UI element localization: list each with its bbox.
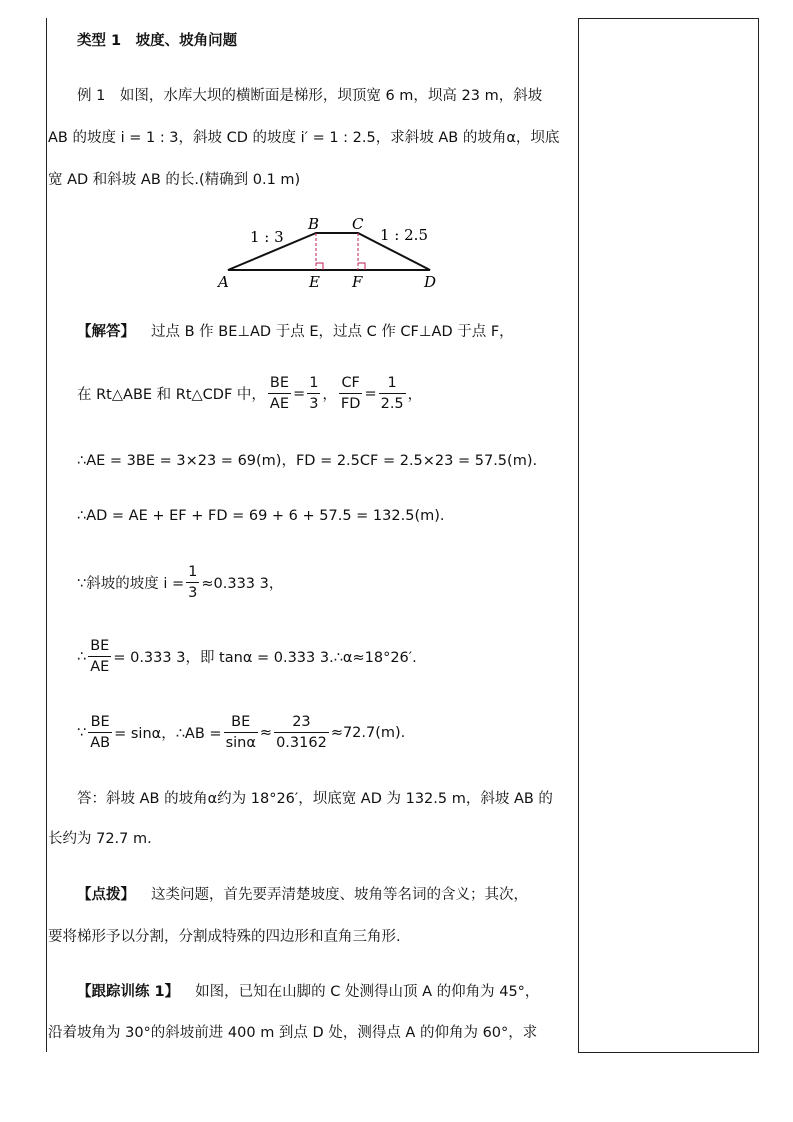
fraction-be-sin: $\frac{BE}{\sin\alpha}$ xyxy=(225,714,256,751)
solution-line-6 xyxy=(77,636,417,677)
tip-text-1: 这类问题，首先要弄清楚坡度、坡角等名词的含义；其次， xyxy=(151,887,528,903)
fraction-cf-fd: $\frac{CF}{FD}$ xyxy=(340,375,361,412)
fraction-be-ae-b: $\frac{BE}{AE}$ xyxy=(90,638,110,675)
because-symbol: ∵ xyxy=(77,724,87,741)
label-c: C xyxy=(352,215,364,233)
solution-7-suffix: ≈72.7(m). xyxy=(330,724,406,741)
solution-line-7 xyxy=(77,712,405,753)
solution-2-prefix: 在 Rt△ABE 和 Rt△CDF 中， xyxy=(77,387,266,403)
label-e: E xyxy=(309,273,320,291)
solution-line-3: ∴AE = 3BE = 3×23 = 69(m)，FD = 2.5CF = 2.5×23 = 57.5(m). xyxy=(77,453,538,469)
solution-5-suffix: ≈0.333 3， xyxy=(201,576,284,592)
solution-text-1: 过点 B 作 BE⊥AD 于点 E，过点 C 作 CF⊥AD 于点 F， xyxy=(151,324,514,340)
equals: = xyxy=(364,385,377,402)
fraction-be-ab: $\frac{BE}{AB}$ xyxy=(90,714,111,751)
solution-5-prefix: ∵斜坡的坡度 i = xyxy=(77,576,185,592)
approx-symbol: ≈ xyxy=(259,724,273,741)
practice-text-1: 如图，已知在山脚的 C 处测得山顶 A 的仰角为 45°， xyxy=(195,984,540,1000)
tip-line-2: 要将梯形予以分割，分割成特殊的四边形和直角三角形. xyxy=(48,929,401,945)
right-angle-e xyxy=(316,263,323,270)
table-border-top xyxy=(578,18,759,19)
trapezoid-dam-figure xyxy=(210,210,450,295)
fraction-be-ae: $\frac{BE}{AE}$ xyxy=(269,375,290,412)
example-line-3: 宽 AD 和斜坡 AB 的长.(精确到 0.1 m) xyxy=(48,172,301,188)
fraction-23-sin-value: $\frac{23}{0.3162}$ xyxy=(276,714,327,751)
practice-tag: 【跟踪训练 1】 xyxy=(77,984,180,1000)
answer-line-2: 长约为 72.7 m. xyxy=(48,831,152,847)
label-b: B xyxy=(308,215,320,233)
solution-6-suffix: = 0.333 3，即 tanα = 0.333 3.∴α≈18°26′. xyxy=(113,650,417,666)
table-border-left xyxy=(46,18,47,1052)
tip-line-1 xyxy=(77,885,528,905)
example-line-1: 例 1 如图，水库大坝的横断面是梯形，坝顶宽 6 m，坝高 23 m，斜坡 xyxy=(77,88,543,104)
example-line-2: AB 的坡度 i = 1 : 3，斜坡 CD 的坡度 i′ = 1 : 2.5，求斜坡 AB 的坡角α，坝底 xyxy=(48,130,560,146)
section-heading: 类型 1 坡度、坡角问题 xyxy=(77,33,238,49)
therefore-symbol: ∴ xyxy=(77,648,87,665)
fraction-1-2-5: $\frac{1}{2.5}$ xyxy=(380,375,404,412)
label-f: F xyxy=(352,273,363,291)
solution-7-middle: = sinα，∴AB = xyxy=(114,726,222,742)
equals: = xyxy=(293,385,306,402)
solution-line-1 xyxy=(77,322,514,342)
practice-line-1 xyxy=(77,982,539,1002)
fraction-1-3: $\frac{1}{3}$ xyxy=(309,375,319,412)
table-border-right xyxy=(758,18,759,1052)
practice-line-2: 沿着坡角为 30°的斜坡前进 400 m 到点 D 处，测得点 A 的仰角为 60°，求 xyxy=(48,1025,538,1041)
tip-tag: 【点拨】 xyxy=(77,887,135,903)
table-border-middle xyxy=(578,18,579,1052)
right-angle-f xyxy=(358,263,365,270)
solution-line-5 xyxy=(77,562,283,603)
fraction-1-3-b: $\frac{1}{3}$ xyxy=(188,564,198,601)
label-d: D xyxy=(424,273,437,291)
table-border-bottom xyxy=(578,1052,759,1053)
slope-label-right: 1 : 2.5 xyxy=(380,226,428,244)
solution-line-2 xyxy=(77,373,422,414)
answer-line-1: 答：斜坡 AB 的坡角α约为 18°26′，坝底宽 AD 为 132.5 m，斜坡 AB 的 xyxy=(77,791,553,807)
label-a: A xyxy=(218,273,229,291)
solution-line-4: ∴AD = AE + EF + FD = 69 + 6 + 57.5 = 132.5(m). xyxy=(77,508,445,524)
separator: ， xyxy=(322,387,337,403)
solution-tag: 【解答】 xyxy=(77,324,135,340)
slope-label-left: 1 : 3 xyxy=(250,228,284,246)
separator: ， xyxy=(407,387,423,403)
